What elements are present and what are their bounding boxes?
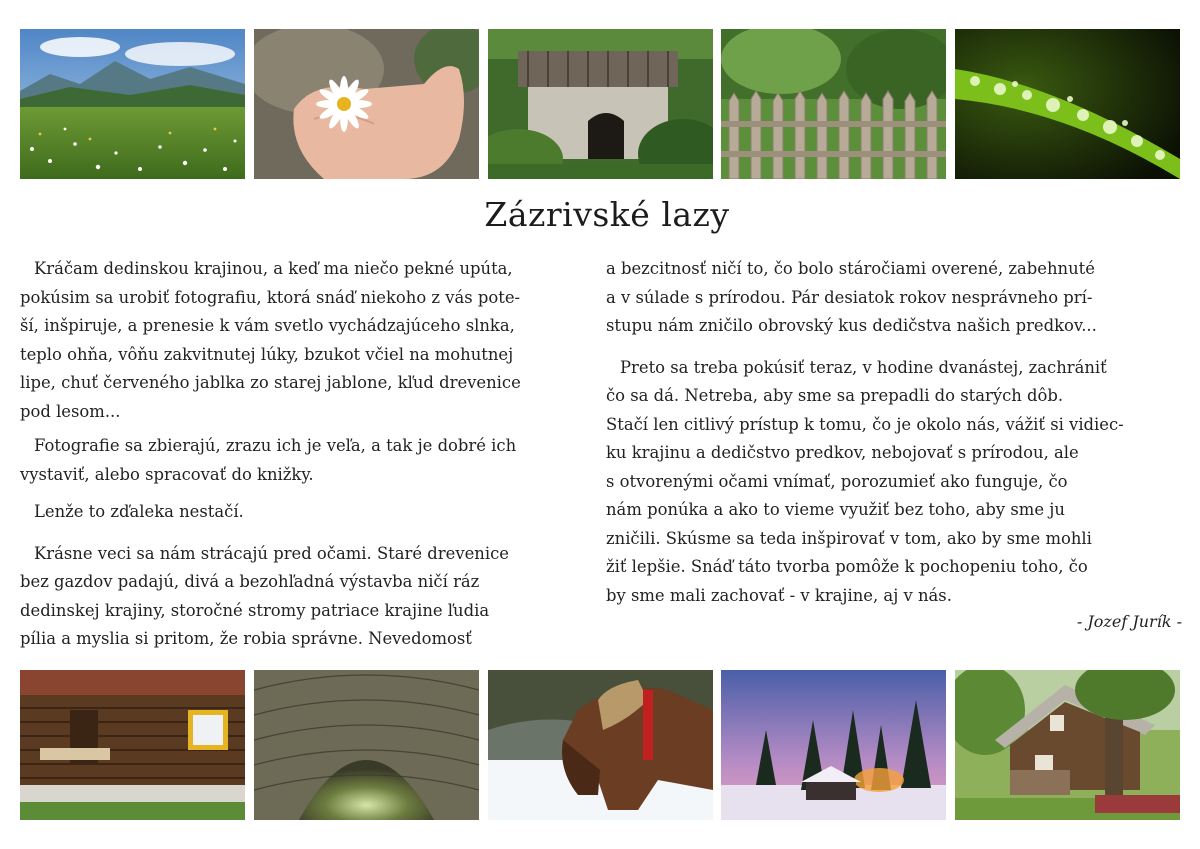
paragraph: Kráčam dedinskou krajinou, a keď ma niečo pekné upúta, pokúsim sa urobiť fotografiu, ktorá snáď niekoho z vás pote- ší, inšpiruje, a prenesie k vám svetlo vychádzajúceho slnka, teplo ohňa, vôňu zakvitnutej lúky, bzukot včiel na mohutnej lipe, chuť červeného jablka zo starej jablone, kľud drevenice pod lesom... xyxy=(20,259,521,421)
bottom-photo-strip xyxy=(20,670,1180,820)
paragraph: Preto sa treba pokúsiť teraz, v hodine dvanástej, zachrániť čo sa dá. Netreba, aby sme sa prepadli do starých dôb. Stačí len citlivý prístup k tomu, čo je okolo nás, vážiť si vidiec- ku krajinu a dedičstvo predkov, nebojovať s prírodou, ale s otvorenými očami vnímať, porozumieť ako funguje, čo nám ponúka a ako to vieme využiť bez toho, aby sme ju zničili. Skúsme sa teda inšpirovať v tom, ako by sme mohli žiť lepšie. Snáď táto tvorba pomôže k pochopeniu toho, čo by sme mali zachovať - v krajine, aj v nás. xyxy=(606,357,1124,605)
paragraph: Lenže to zďaleka nestačí. xyxy=(34,502,244,521)
log-house-photo xyxy=(20,670,245,820)
text-column-left xyxy=(20,255,585,654)
old-stone-cellar-photo xyxy=(488,29,713,179)
top-photo-strip xyxy=(20,29,1180,179)
daisy-in-hand-photo xyxy=(254,29,479,179)
wooden-fence-photo xyxy=(721,29,946,179)
stone-vault-photo xyxy=(254,670,479,820)
meadow-landscape-photo xyxy=(20,29,245,179)
winter-night-cabin-photo xyxy=(721,670,946,820)
author-signature: - Jozef Jurík - xyxy=(1076,612,1182,631)
paragraph: Fotografie sa zbierajú, zrazu ich je veľa, a tak je dobré ich vystaviť, alebo spracovať do knižky. xyxy=(20,436,517,484)
page-title: Zázrivské lazy xyxy=(484,195,730,234)
text-column-right xyxy=(606,255,1182,610)
wooden-cottage-photo xyxy=(955,670,1180,820)
horse-in-snow-photo xyxy=(488,670,713,820)
paragraph: a bezcitnosť ničí to, čo bolo stáročiami overené, zabehnuté a v súlade s prírodou. Pár desiatok rokov nesprávneho prí- stupu nám zničilo obrovský kus dedičstva našich predkov... xyxy=(606,259,1097,335)
paragraph: Krásne veci sa nám strácajú pred očami. Staré drevenice bez gazdov padajú, divá a bezohľadná výstavba ničí ráz dedinskej krajiny, storočné stromy patriace krajine ľudia pília a myslia si pritom, že robia správne. Nevedomosť xyxy=(20,543,509,648)
dew-drops-on-grass-photo xyxy=(955,29,1180,179)
